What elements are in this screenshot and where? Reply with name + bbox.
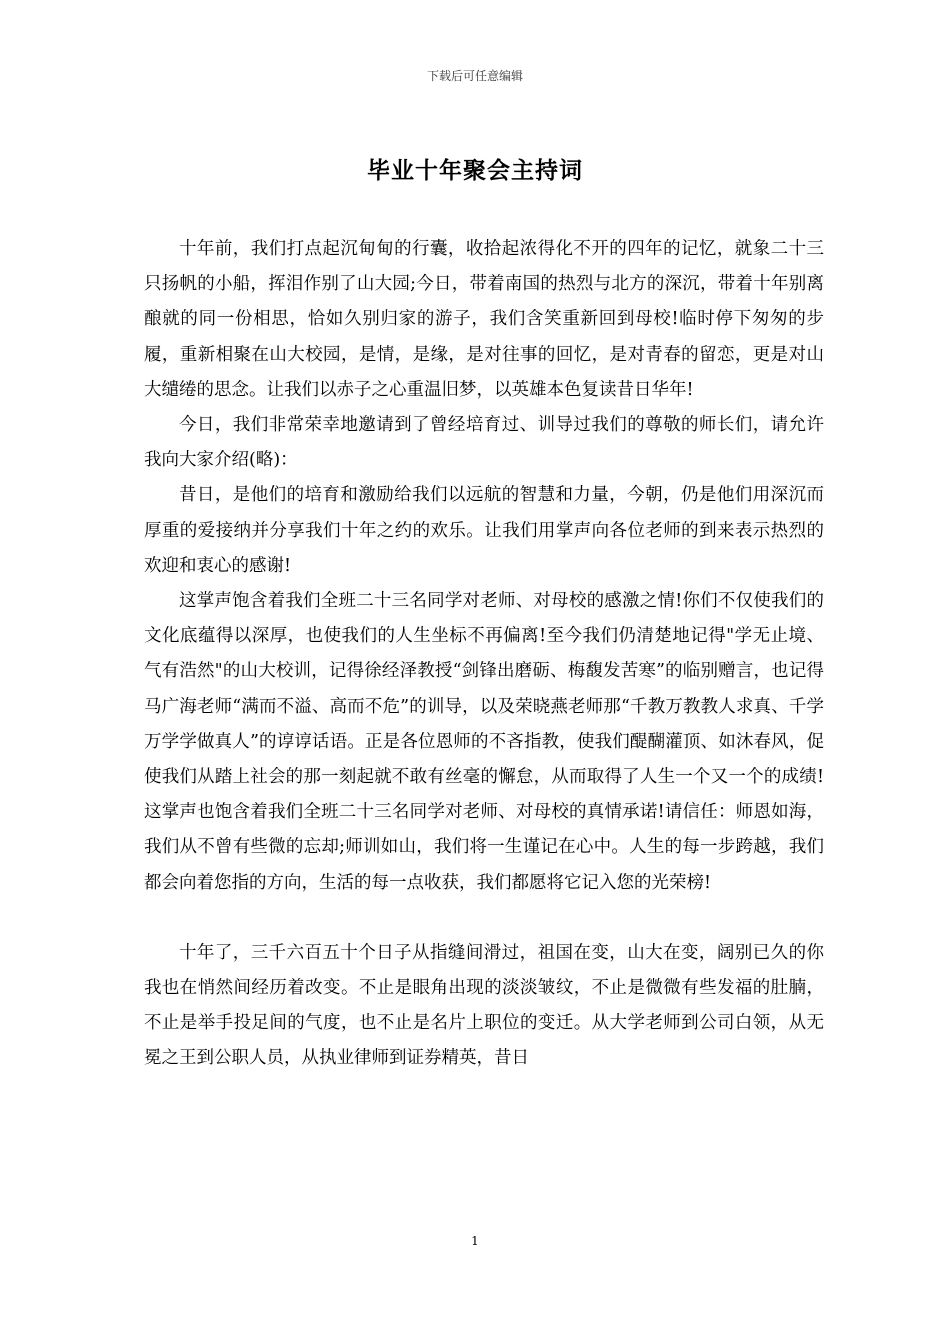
- paragraph: 今日，我们非常荣幸地邀请到了曾经培育过、训导过我们的尊敬的师长们，请允许我向大家介绍(略)：: [144, 415, 824, 471]
- paragraph: 十年前，我们打点起沉甸甸的行囊，收拾起浓得化不开的四年的记忆，就象二十三只扬帆的小船，挥泪作别了山大园;今日，带着南国的热烈与北方的深沉，带着十年别离酿就的同一份相思，恰如久别归家的游子，我们含笑重新回到母校!临时停下匆匆的步履，重新相聚在山大校园，是情，是缘，是对往事的回忆，是对青春的留恋，更是对山大缱绻的思念。让我们以赤子之心重温旧梦，以英雄本色复读昔日华年!: [144, 239, 824, 400]
- paragraph-spacer: [144, 901, 824, 936]
- document-body: [144, 232, 824, 1077]
- page-number: 1: [471, 1234, 479, 1248]
- paragraph: 十年了，三千六百五十个日子从指缝间滑过，祖国在变，山大在变，阔别已久的你我也在悄然间经历着改变。不止是眼角出现的淡淡皱纹，不止是微微有些发福的肚腩，不止是举手投足间的气度，也不止是名片上职位的变迁。从大学老师到公司白领，从无冕之王到公职人员，从执业律师到证券精英，昔日: [144, 942, 824, 1069]
- paragraph: 昔日，是他们的培育和激励给我们以远航的智慧和力量，今朝，仍是他们用深沉而厚重的爱接纳并分享我们十年之约的欢乐。让我们用掌声向各位老师的到来表示热烈的欢迎和衷心的感谢!: [144, 485, 824, 576]
- document-title: 毕业十年聚会主持词: [367, 157, 583, 184]
- paragraph: 这掌声饱含着我们全班二十三名同学对老师、对母校的感激之情!你们不仅使我们的文化底蕴得以深厚，也使我们的人生坐标不再偏离!至今我们仍清楚地记得"学无止境、气有浩然"的山大校训，记得徐经泽教授“剑锋出磨砺、梅馥发苦寒”的临别赠言，也记得马广海老师“满而不溢、高而不危”的训导，以及荣晓燕老师那“千教万教教人求真、千学万学学做真人”的谆谆话语。正是各位恩师的不吝指教，使我们醍醐灌顶、如沐春风，促使我们从踏上社会的那一刻起就不敢有丝毫的懈怠，从而取得了人生一个又一个的成绩!这掌声也饱含着我们全班二十三名同学对老师、对母校的真情承诺!请信任：师恩如海，我们从不曾有些微的忘却;师训如山，我们将一生谨记在心中。人生的每一步跨越，我们都会向着您指的方向，生活的每一点收获，我们都愿将它记入您的光荣榜!: [144, 591, 824, 893]
- header-note: 下载后可任意编辑: [426, 69, 523, 83]
